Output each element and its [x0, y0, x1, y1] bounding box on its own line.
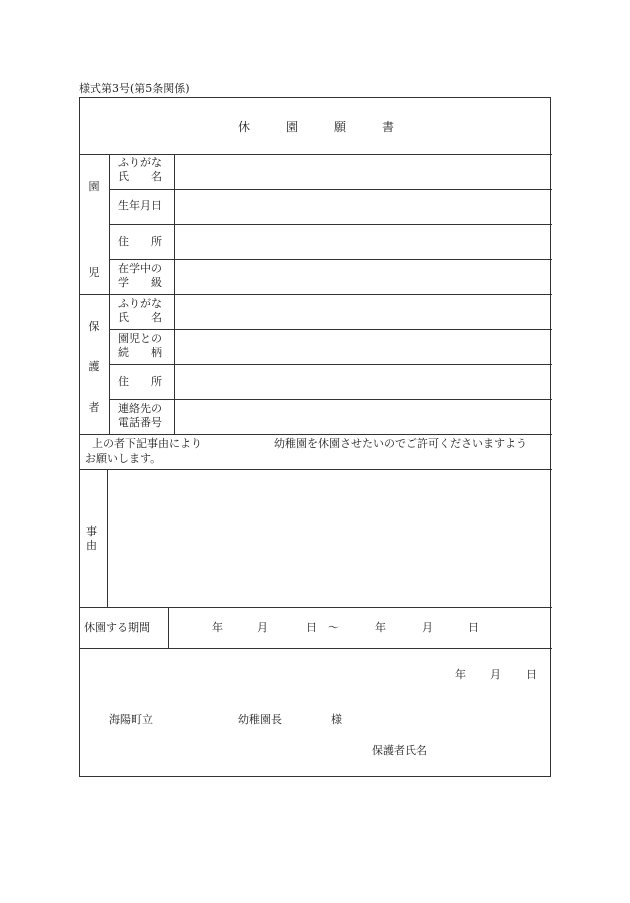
divider-label-column [109, 154, 110, 434]
addressee-honorific: 様 [331, 713, 342, 726]
child-furigana-label: ふりがな 氏 名 [118, 156, 162, 183]
divider-request [80, 434, 552, 435]
guardian-label-char-2: 護 [88, 360, 100, 373]
child-birthdate-label: 生年月日 [118, 199, 162, 212]
divider-guardian-2 [109, 364, 552, 365]
period-end-month: 月 [422, 621, 433, 634]
child-label-bottom: 児 [88, 266, 100, 279]
child-class-label: 在学中の 学 級 [118, 262, 162, 289]
divider-signature [80, 648, 552, 649]
divider-reason [80, 469, 552, 470]
divider-child-1 [109, 189, 552, 190]
divider-period-column [168, 607, 169, 648]
leave-application-form [79, 97, 551, 777]
guardian-phone-label: 連絡先の 電話番号 [118, 402, 162, 429]
request-text-line2: お願いします。 [85, 452, 162, 465]
period-start-year: 年 [212, 621, 223, 634]
guardian-label-char-3: 者 [88, 401, 100, 414]
addressee-town: 海陽町立 [109, 713, 153, 726]
addressee-principal: 幼稚園長 [238, 713, 282, 726]
period-end-year: 年 [375, 621, 386, 634]
guardian-relation-label: 園児との 続 柄 [118, 332, 162, 359]
child-label-top: 園 [88, 180, 100, 193]
guardian-label-char-1: 保 [88, 320, 100, 333]
period-start-month: 月 [257, 621, 268, 634]
date-month: 月 [490, 668, 501, 681]
period-end-day: 日 [468, 621, 479, 634]
date-year: 年 [455, 668, 466, 681]
form-title: 休 園 願 書 [237, 120, 394, 134]
period-label: 休園する期間 [84, 621, 150, 634]
divider-child-3 [109, 259, 552, 260]
guardian-furigana-label: ふりがな 氏 名 [118, 297, 162, 324]
period-start-day: 日 [306, 621, 317, 634]
divider-guardian [80, 294, 552, 295]
divider-reason-column [107, 469, 108, 607]
period-separator: ～ [328, 621, 339, 634]
date-day: 日 [526, 668, 537, 681]
divider-field-column [174, 154, 175, 434]
request-text-part2: 幼稚園を休園させたいのでご許可くださいますよう [274, 437, 527, 450]
child-address-label: 住 所 [118, 235, 162, 248]
divider-period [80, 607, 552, 608]
divider-guardian-1 [109, 329, 552, 330]
form-number: 様式第3号(第5条関係) [79, 82, 190, 95]
request-text-part1: 上の者下記事由により [92, 437, 202, 450]
guardian-name-label: 保護者氏名 [372, 744, 427, 757]
reason-label: 事 由 [86, 525, 97, 552]
divider-child-2 [109, 224, 552, 225]
guardian-address-label: 住 所 [118, 375, 162, 388]
divider-guardian-3 [109, 399, 552, 400]
divider-title [80, 154, 552, 155]
